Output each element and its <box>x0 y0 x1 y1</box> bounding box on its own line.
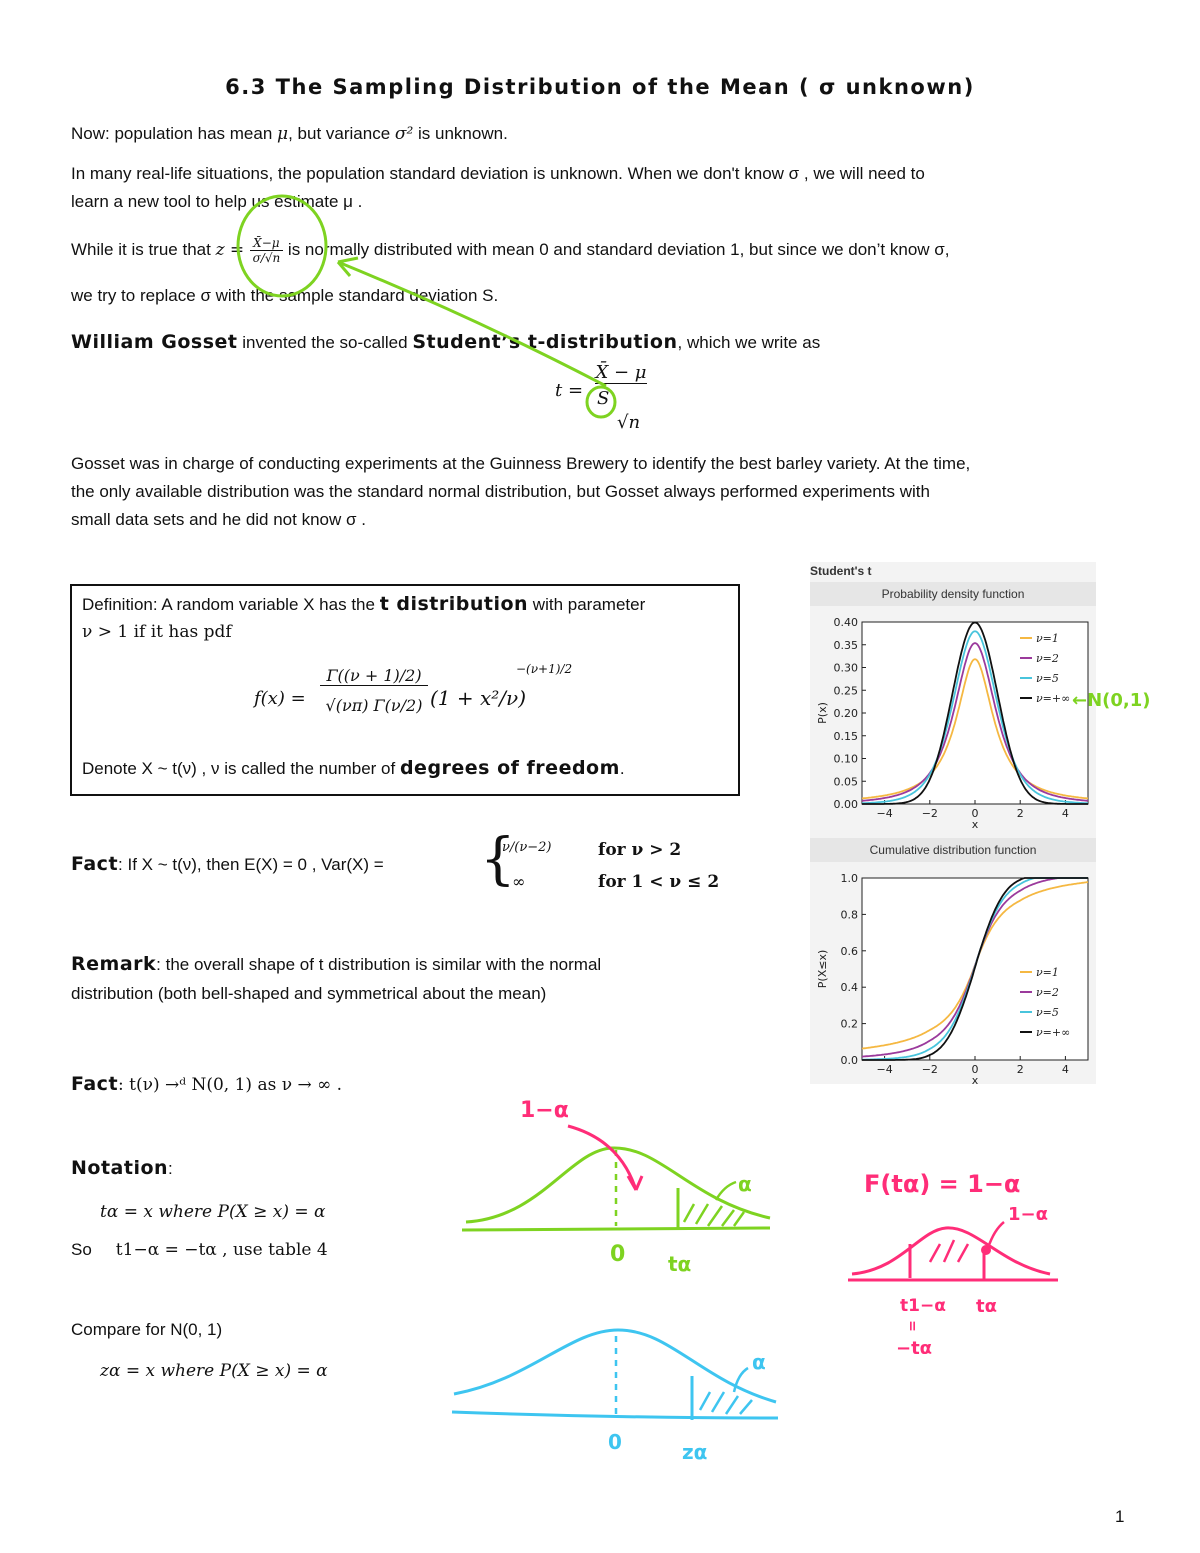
x-tick-label-1-1: −2 <box>921 1063 938 1076</box>
blue-sketch-z-alpha: zα <box>682 1440 708 1464</box>
blue-sketch-alpha: α <box>752 1350 766 1374</box>
page-number: 1 <box>1115 1507 1125 1526</box>
legend-label-0-0: ν=1 <box>1036 632 1059 645</box>
history-line-3: small data sets and he did not know σ . <box>71 510 366 529</box>
notation-z-alpha: zα = x where P(X ≥ x) = α <box>100 1361 328 1381</box>
y-tick-label-1-4: 0.8 <box>840 908 858 922</box>
notation-colon: : <box>168 1159 173 1178</box>
green-sketch-1-minus-alpha: 1−α <box>520 1098 569 1123</box>
blue-hatch <box>700 1392 752 1414</box>
remark-line-2: distribution (both bell-shaped and symmetrical about the mean) <box>71 984 547 1003</box>
notation-t-alpha: tα = x where P(X ≥ x) = α <box>100 1202 326 1222</box>
remark-text-1: : the overall shape of t distribution is similar with the normal <box>156 955 602 974</box>
case-1-value: ν/(ν−2) <box>502 840 552 855</box>
y-tick-label-0-1: 0.05 <box>833 775 858 789</box>
y-axis-label-1: P(X≤x) <box>816 949 829 989</box>
t-numerator: X̄ − μ <box>595 362 647 383</box>
x-axis-label-0: x <box>971 818 979 831</box>
fact-2-label: Fact <box>71 1073 119 1095</box>
intro-line-3: learn a new tool to help us estimate μ . <box>71 192 363 211</box>
pink-sketch-t-one-minus-alpha: t1−α <box>900 1296 946 1316</box>
z-numerator: X̄−μ <box>250 236 284 251</box>
legend-label-1-1: ν=2 <box>1036 986 1059 999</box>
x-axis-label-1: x <box>971 1074 979 1084</box>
cases-brace: { <box>480 827 516 892</box>
pink-t-lines <box>910 1244 984 1280</box>
x-tick-label-1-4: 4 <box>1061 1063 1069 1076</box>
y-tick-label-1-3: 0.6 <box>840 944 858 958</box>
t-denominator-s: S <box>597 388 610 409</box>
intro-text-while: While it is true that <box>71 240 216 259</box>
definition-text-a: Definition: A random variable X has the <box>82 595 380 614</box>
t-denominator-sqrt-n: √n <box>617 412 641 433</box>
x-tick-label-1-0: −4 <box>876 1063 893 1076</box>
y-tick-label-0-2: 0.10 <box>833 752 858 766</box>
denote-period: . <box>619 759 625 778</box>
blue-sketch-zero: 0 <box>608 1430 622 1454</box>
degrees-of-freedom-term: degrees of freedom <box>399 757 620 779</box>
mu-symbol: μ <box>277 124 289 144</box>
history-line-1: Gosset was in charge of conducting experiments at the Guinness Brewery to identify the best barley variety. At the time, <box>71 454 971 473</box>
y-tick-label-0-7: 0.35 <box>833 638 858 652</box>
y-tick-label-0-3: 0.15 <box>833 729 858 743</box>
y-tick-label-1-1: 0.2 <box>840 1017 858 1031</box>
pdf-denominator: √(νπ) Γ(ν/2) <box>325 696 423 715</box>
y-tick-label-1-5: 1.0 <box>840 872 858 885</box>
gosset-mid: invented the so-called <box>237 333 413 352</box>
pdf-factor: (1 + x²/ν) <box>430 686 526 710</box>
legend-label-1-0: ν=1 <box>1036 966 1059 979</box>
history-line-2: the only available distribution was the standard normal distribution, but Gosset always performed experiments with <box>71 482 930 501</box>
pink-sketch-neg-t-alpha: −tα <box>896 1338 933 1359</box>
x-tick-label-0-1: −2 <box>921 807 938 820</box>
green-axis <box>462 1228 770 1230</box>
gosset-end: , which we write as <box>677 333 821 352</box>
legend-label-0-2: ν=5 <box>1036 672 1059 685</box>
x-tick-label-0-3: 2 <box>1016 807 1024 820</box>
gosset-name: William Gosset <box>71 331 238 353</box>
intro-text-b: , but variance <box>288 124 395 143</box>
fact-2-text: : t(ν) →ᵈ N(0, 1) as ν → ∞ . <box>118 1075 343 1095</box>
case-2-value: ∞ <box>512 872 526 891</box>
sigma-squared: σ² <box>394 124 414 144</box>
pdf-panel-title: Probability density function <box>810 582 1096 606</box>
intro-text-a: Now: population has mean <box>71 124 278 143</box>
y-tick-label-1-2: 0.4 <box>840 981 858 995</box>
y-axis-label-0: P(x) <box>816 702 829 724</box>
pink-sketch-title: F(tα) = 1−α <box>864 1170 1021 1198</box>
y-tick-label-0-0: 0.00 <box>833 798 858 811</box>
y-tick-label-1-0: 0.0 <box>840 1054 858 1067</box>
intro-line-2: In many real-life situations, the population standard deviation is unknown. When we don't know σ , we will need to <box>71 164 925 183</box>
case-1-condition: for ν > 2 <box>598 840 682 860</box>
legend-label-1-3: ν=+∞ <box>1036 1026 1071 1039</box>
so-word: So <box>71 1240 92 1259</box>
case-2-condition: for 1 < ν ≤ 2 <box>598 872 720 892</box>
definition-line-2: ν > 1 if it has pdf <box>82 622 232 642</box>
y-tick-label-0-6: 0.30 <box>833 661 858 675</box>
student-t-term: Student’s t-distribution <box>412 331 678 353</box>
green-bell-curve <box>466 1148 770 1222</box>
green-sketch-zero: 0 <box>610 1242 626 1267</box>
intro-text-c: is unknown. <box>413 124 508 143</box>
legend-label-1-2: ν=5 <box>1036 1006 1059 1019</box>
intro-text-normal: is normally distributed with mean 0 and standard deviation 1, but since we don’t know σ, <box>283 240 950 259</box>
y-tick-label-0-8: 0.40 <box>833 616 858 629</box>
compare-line: Compare for N(0, 1) <box>71 1320 223 1339</box>
z-equals: z = <box>215 240 250 260</box>
pink-pointer <box>988 1222 1004 1248</box>
f-of-x: f(x) = <box>254 688 306 709</box>
page-title: 6.3 The Sampling Distribution of the Mean ( σ unknown) <box>225 75 975 99</box>
pink-sketch-1-minus-alpha: 1−α <box>1008 1204 1048 1225</box>
figure-header: Student's t <box>810 564 872 578</box>
green-sketch-t-alpha: tα <box>668 1252 692 1276</box>
y-tick-label-0-4: 0.20 <box>833 707 858 720</box>
t-equals: t = <box>555 380 584 401</box>
t-distribution-term: t distribution <box>379 593 529 615</box>
n01-annotation: ←N(0,1) <box>1072 690 1151 711</box>
green-sketch-alpha: α <box>738 1172 752 1196</box>
y-tick-label-0-5: 0.25 <box>833 684 858 698</box>
definition-text-b: with parameter <box>528 595 646 614</box>
legend-label-0-1: ν=2 <box>1036 652 1059 665</box>
pink-sketch-t-alpha: tα <box>976 1296 997 1317</box>
legend-label-0-3: ν=+∞ <box>1036 692 1071 705</box>
t-one-minus-alpha: t1−α = −tα , use table 4 <box>115 1240 328 1260</box>
pdf-numerator: Γ((ν + 1)/2) <box>320 666 428 686</box>
x-tick-label-1-2: 0 <box>971 1063 979 1076</box>
green-alpha-pointer <box>716 1182 736 1200</box>
fact-1-text: : If X ~ t(ν), then E(X) = 0 , Var(X) = <box>118 855 384 874</box>
cdf-panel-title: Cumulative distribution function <box>810 838 1096 862</box>
fact-1-label: Fact <box>71 853 119 875</box>
pink-sketch-equals: = <box>903 1320 920 1332</box>
x-tick-label-0-4: 4 <box>1061 807 1069 820</box>
pdf-exponent: −(ν+1)/2 <box>516 662 573 676</box>
notation-label: Notation <box>71 1157 169 1179</box>
x-tick-label-0-2: 0 <box>971 807 979 820</box>
denote-text: Denote X ~ t(ν) , ν is called the number of <box>82 759 400 778</box>
x-tick-label-1-3: 2 <box>1016 1063 1024 1076</box>
z-denominator: σ/√n <box>252 251 281 266</box>
pink-hatch <box>930 1240 968 1262</box>
pink-bell-curve <box>852 1228 1050 1274</box>
pink-arrow-green <box>568 1126 636 1190</box>
x-tick-label-0-0: −4 <box>876 807 893 820</box>
remark-label: Remark <box>71 953 157 975</box>
intro-line-5: we try to replace σ with the sample standard deviation S. <box>71 286 499 305</box>
